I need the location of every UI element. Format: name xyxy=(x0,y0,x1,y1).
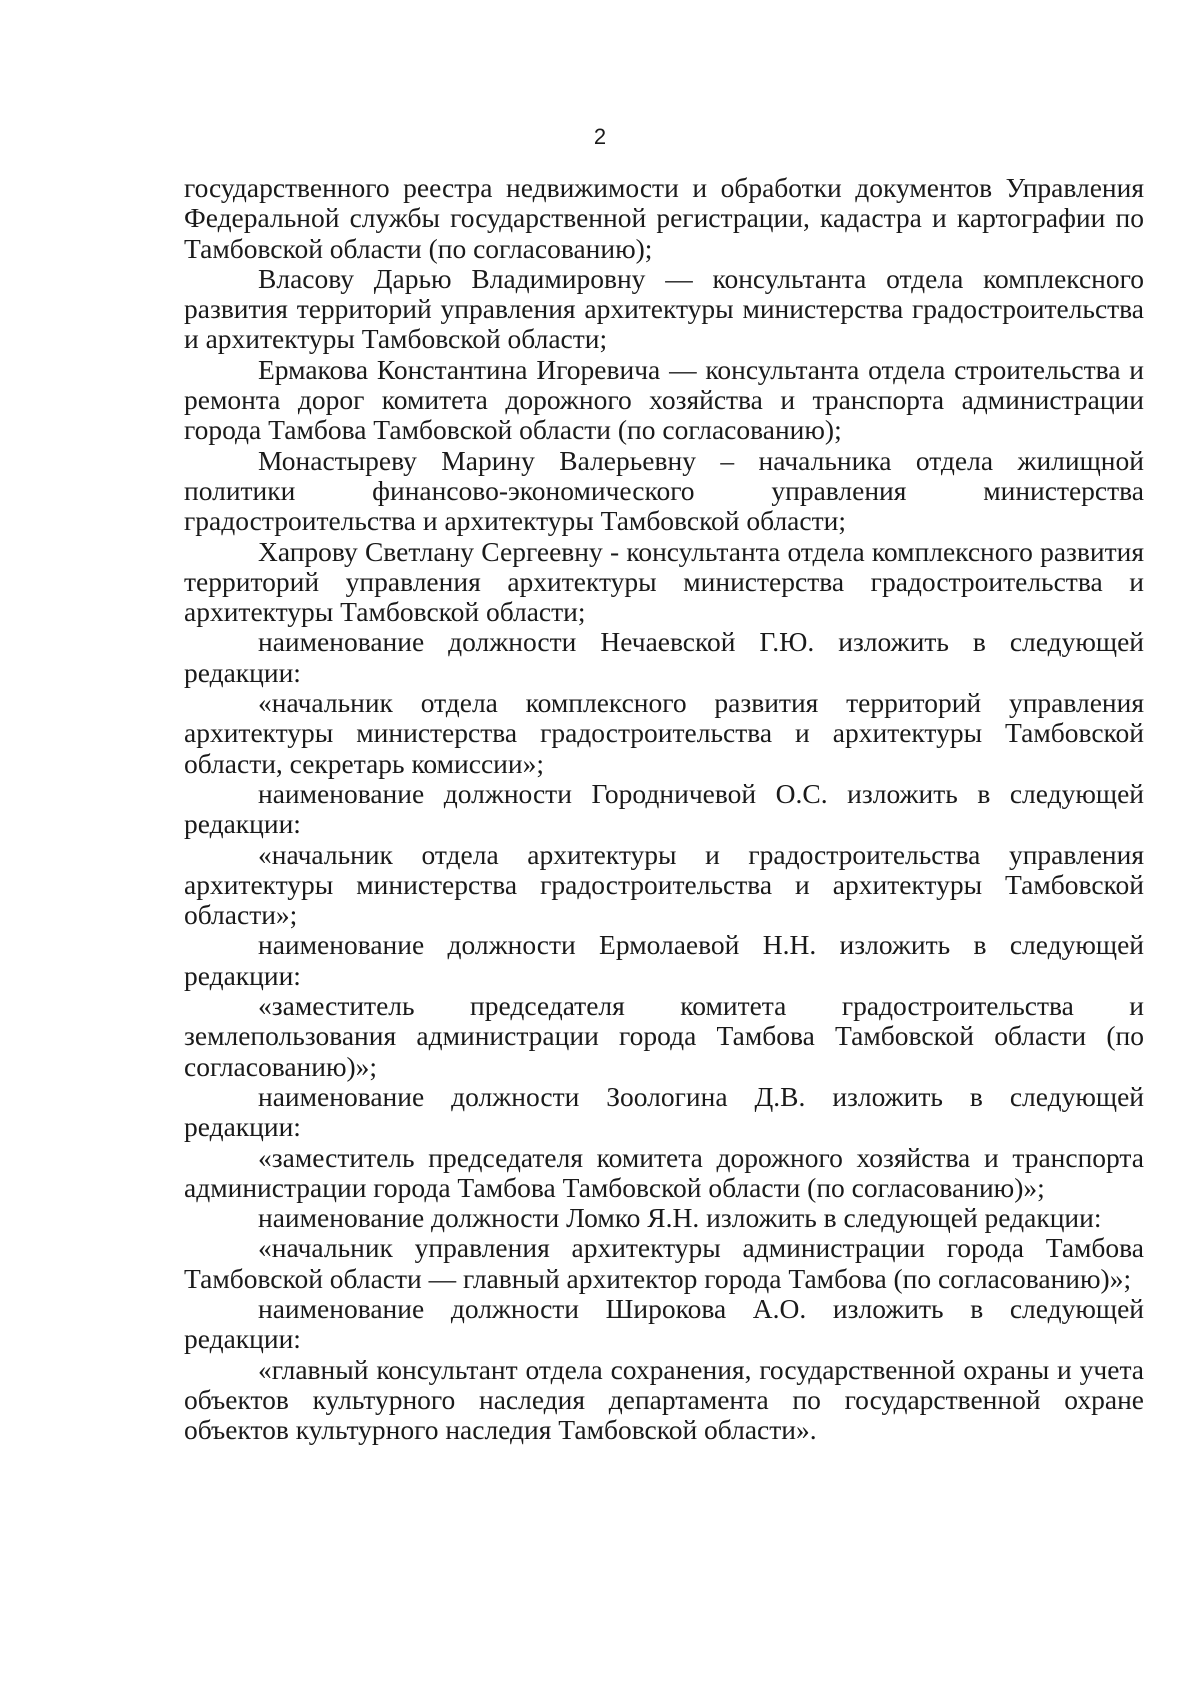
paragraph-zoologin-position: «заместитель председателя комитета дорожного хозяйства и транспорта администрации города Тамбова Тамбовской области (по согласованию)»; xyxy=(184,1141,1144,1203)
paragraph-gorodnicheva-position: «начальник отдела архитектуры и градостроительства управления архитектуры министерства градостроительства и архитектуры Тамбовской области»; xyxy=(184,838,1144,931)
paragraph-vlasova: Власову Дарью Владимировну — консультанта отдела комплексного развития территорий управления архитектуры министерства градостроительства и архитектуры Тамбовской области; xyxy=(184,262,1144,355)
paragraph-ermakov: Ермакова Константина Игоревича — консультанта отдела строительства и ремонта дорог комитета дорожного хозяйства и транспорта администрации города Тамбова Тамбовской области (по согласованию); xyxy=(184,353,1144,446)
paragraph-nechaevskaya-title: наименование должности Нечаевской Г.Ю. изложить в следующей редакции: xyxy=(184,626,1144,688)
document-body xyxy=(184,173,1144,1445)
paragraph-monastyreva: Монастыреву Марину Валерьевну – начальника отдела жилищной политики финансово-экономического управления министерства градостроительства и архитектуры Тамбовской области; xyxy=(184,444,1144,537)
paragraph-gorodnicheva-title: наименование должности Городничевой О.С. изложить в следующей редакции: xyxy=(184,777,1144,840)
paragraph-shirokov-position: «главный консультант отдела сохранения, государственной охраны и учета объектов культурного наследия департамента по государственной охране объектов культурного наследия Тамбовской области». xyxy=(184,1353,1144,1446)
paragraph-lomko-position: «начальник управления архитектуры администрации города Тамбова Тамбовской области — главный архитектор города Тамбова (по согласованию)»; xyxy=(184,1232,1144,1294)
paragraph-nechaevskaya-position: «начальник отдела комплексного развития территорий управления архитектуры министерства градостроительства и архитектуры Тамбовской области, секретарь комиссии»; xyxy=(184,687,1144,779)
paragraph-ermolaeva-title: наименование должности Ермолаевой Н.Н. изложить в следующей редакции: xyxy=(184,929,1144,991)
paragraph-lomko-title: наименование должности Ломко Я.Н. изложить в следующей редакции: xyxy=(258,1202,1102,1234)
paragraph-shirokov-title: наименование должности Широкова А.О. изложить в следующей редакции: xyxy=(184,1292,1144,1355)
page-number: 2 xyxy=(593,124,607,149)
paragraph-continuation: государственного реестра недвижимости и обработки документов Управления Федеральной службы государственной регистрации, кадастра и картографии по Тамбовской области (по согласованию); xyxy=(184,172,1144,264)
paragraph-zoologin-title: наименование должности Зоологина Д.В. изложить в следующей редакции: xyxy=(184,1080,1144,1143)
paragraph-ermolaeva-position: «заместитель председателя комитета градостроительства и землепользования администрации города Тамбова Тамбовской области (по согласованию)»; xyxy=(184,990,1144,1082)
paragraph-khaprova: Хапрову Светлану Сергеевну - консультанта отдела комплексного развития территорий управления архитектуры министерства градостроительства и архитектуры Тамбовской области; xyxy=(184,535,1144,628)
